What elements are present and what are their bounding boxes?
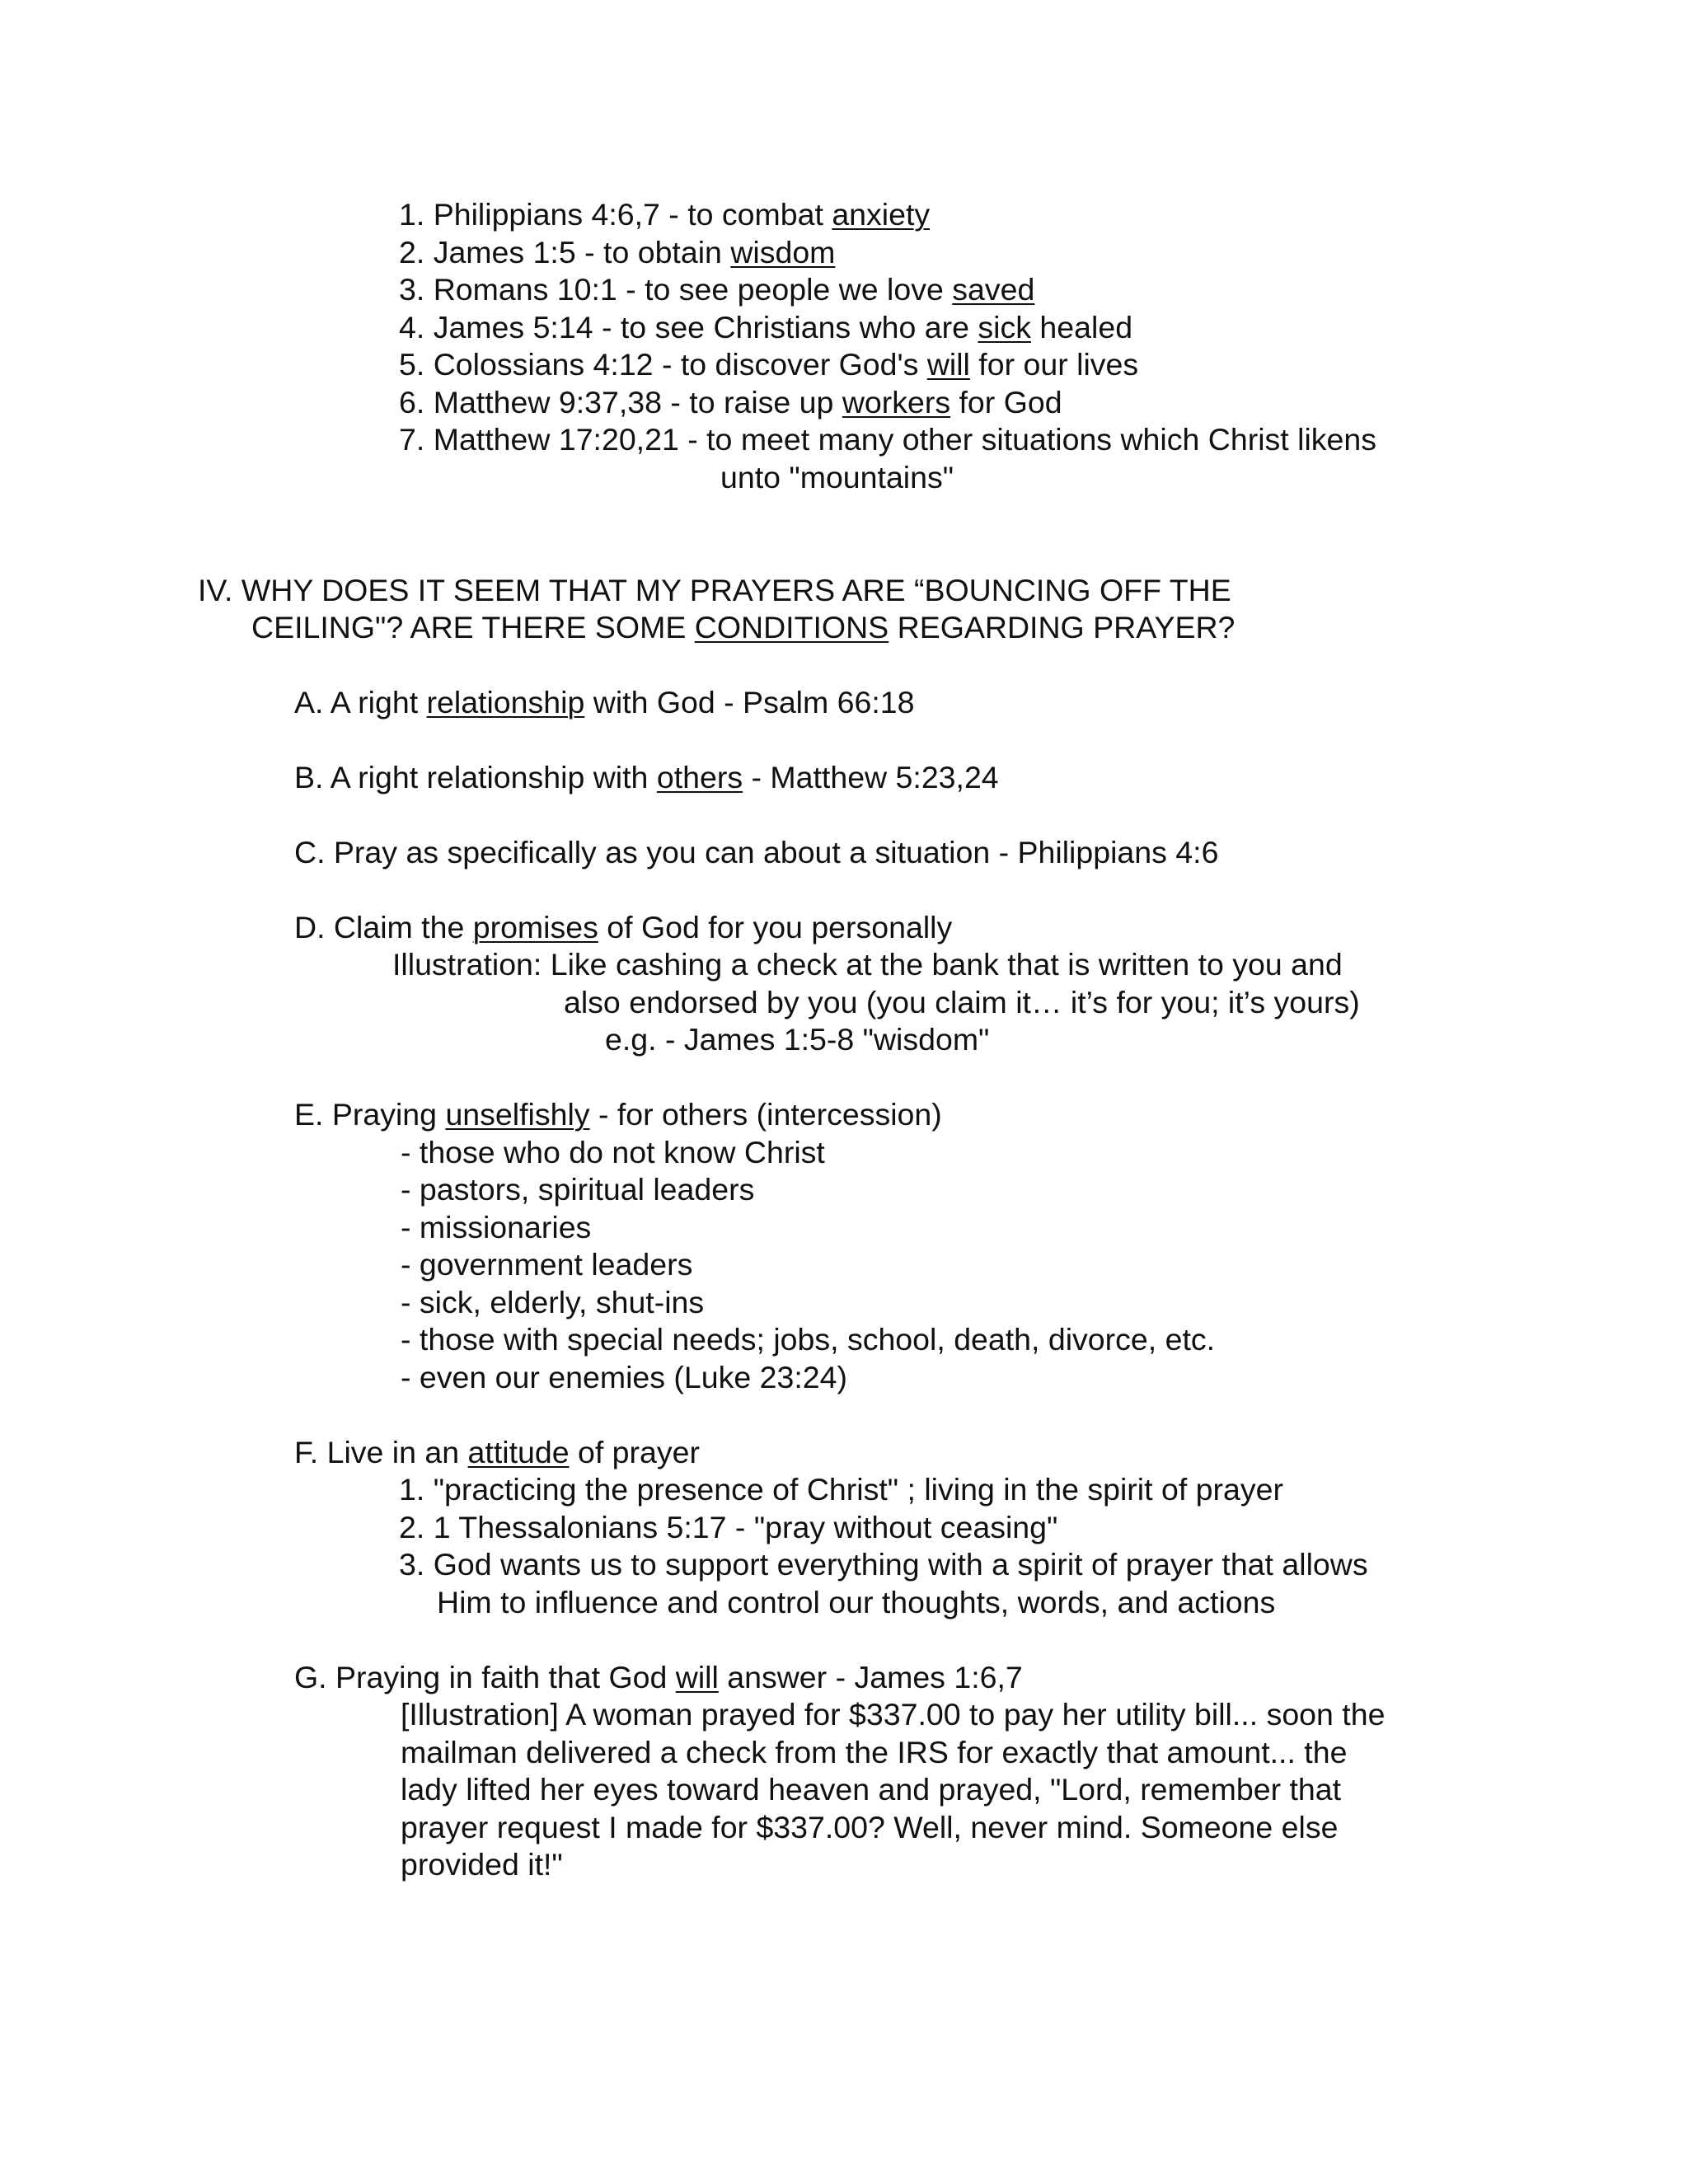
keyword-others: others: [656, 760, 743, 794]
keyword-workers: workers: [842, 385, 951, 419]
attitude-item-3-continuation: Him to influence and control our thoughts, words, and actions: [437, 1585, 1276, 1619]
keyword-sick: sick: [978, 310, 1032, 344]
keyword-will-answer: will: [675, 1660, 719, 1694]
keyword-wisdom: wisdom: [730, 235, 836, 269]
reason-item-7-continuation: unto "mountains": [720, 460, 954, 494]
reason-item-2: 2. James 1:5 - to obtain wisdom: [399, 235, 836, 269]
keyword-attitude: attitude: [467, 1435, 570, 1469]
keyword-anxiety: anxiety: [832, 197, 931, 232]
keyword-saved: saved: [952, 272, 1035, 307]
illustration-line: mailman delivered a check from the IRS for exactly that amount... the: [401, 1735, 1348, 1769]
reason-item-5: 5. Colossians 4:12 - to discover God's will for our lives: [399, 347, 1139, 382]
condition-e-heading: E. Praying unselfishly - for others (intercession): [294, 1097, 942, 1132]
keyword-will: will: [926, 347, 970, 382]
keyword-unselfishly: unselfishly: [445, 1097, 590, 1132]
reason-item-7: 7. Matthew 17:20,21 - to meet many other situations which Christ likens: [399, 422, 1376, 457]
intercession-item: - missionaries: [401, 1210, 592, 1244]
condition-d-heading: D. Claim the promises of God for you personally: [294, 910, 953, 944]
keyword-promises: promises: [472, 910, 598, 944]
reason-item-1: 1. Philippians 4:6,7 - to combat anxiety: [399, 197, 931, 232]
intercession-item: - pastors, spiritual leaders: [401, 1172, 755, 1207]
attitude-item-1: 1. "practicing the presence of Christ" ; living in the spirit of prayer: [399, 1472, 1283, 1507]
intercession-item: - government leaders: [401, 1247, 693, 1282]
intercession-item: - even our enemies (Luke 23:24): [401, 1360, 847, 1394]
reason-item-3: 3. Romans 10:1 - to see people we love saved: [399, 272, 1035, 307]
intercession-item: - sick, elderly, shut-ins: [401, 1285, 705, 1319]
attitude-item-2: 2. 1 Thessalonians 5:17 - "pray without ceasing": [399, 1510, 1058, 1544]
section-iv-heading-line1: IV. WHY DOES IT SEEM THAT MY PRAYERS ARE “BOUNCING OFF THE: [198, 573, 1231, 607]
condition-d-illustration-line1: Illustration: Like cashing a check at the bank that is written to you and: [392, 947, 1343, 982]
section-iv-heading-line2: CEILING"? ARE THERE SOME CONDITIONS REGARDING PRAYER?: [251, 610, 1236, 644]
intercession-item: - those with special needs; jobs, school, death, divorce, etc.: [401, 1322, 1216, 1357]
condition-c: C. Pray as specifically as you can about a situation - Philippians 4:6: [294, 835, 1219, 869]
reason-item-4: 4. James 5:14 - to see Christians who are sick healed: [399, 310, 1133, 344]
condition-b: B. A right relationship with others - Matthew 5:23,24: [294, 760, 999, 794]
intercession-item: - those who do not know Christ: [401, 1135, 825, 1169]
illustration-line: provided it!": [401, 1847, 563, 1882]
illustration-line: [Illustration] A woman prayed for $337.00 to pay her utility bill... soon the: [401, 1697, 1386, 1732]
condition-d-illustration-line2: also endorsed by you (you claim it… it’s for you; it’s yours): [564, 985, 1360, 1019]
keyword-conditions: CONDITIONS: [694, 610, 889, 644]
keyword-relationship: relationship: [426, 685, 585, 719]
illustration-line: lady lifted her eyes toward heaven and prayed, "Lord, remember that: [401, 1772, 1342, 1807]
condition-d-example: e.g. - James 1:5-8 "wisdom": [605, 1022, 990, 1057]
attitude-item-3: 3. God wants us to support everything with a spirit of prayer that allows: [399, 1547, 1368, 1582]
condition-a: A. A right relationship with God - Psalm 66:18: [294, 685, 915, 719]
condition-f-heading: F. Live in an attitude of prayer: [294, 1435, 700, 1469]
condition-g-heading: G. Praying in faith that God will answer - James 1:6,7: [294, 1660, 1023, 1694]
reason-item-6: 6. Matthew 9:37,38 - to raise up workers for God: [399, 385, 1062, 419]
illustration-line: prayer request I made for $337.00? Well, never mind. Someone else: [401, 1810, 1339, 1844]
